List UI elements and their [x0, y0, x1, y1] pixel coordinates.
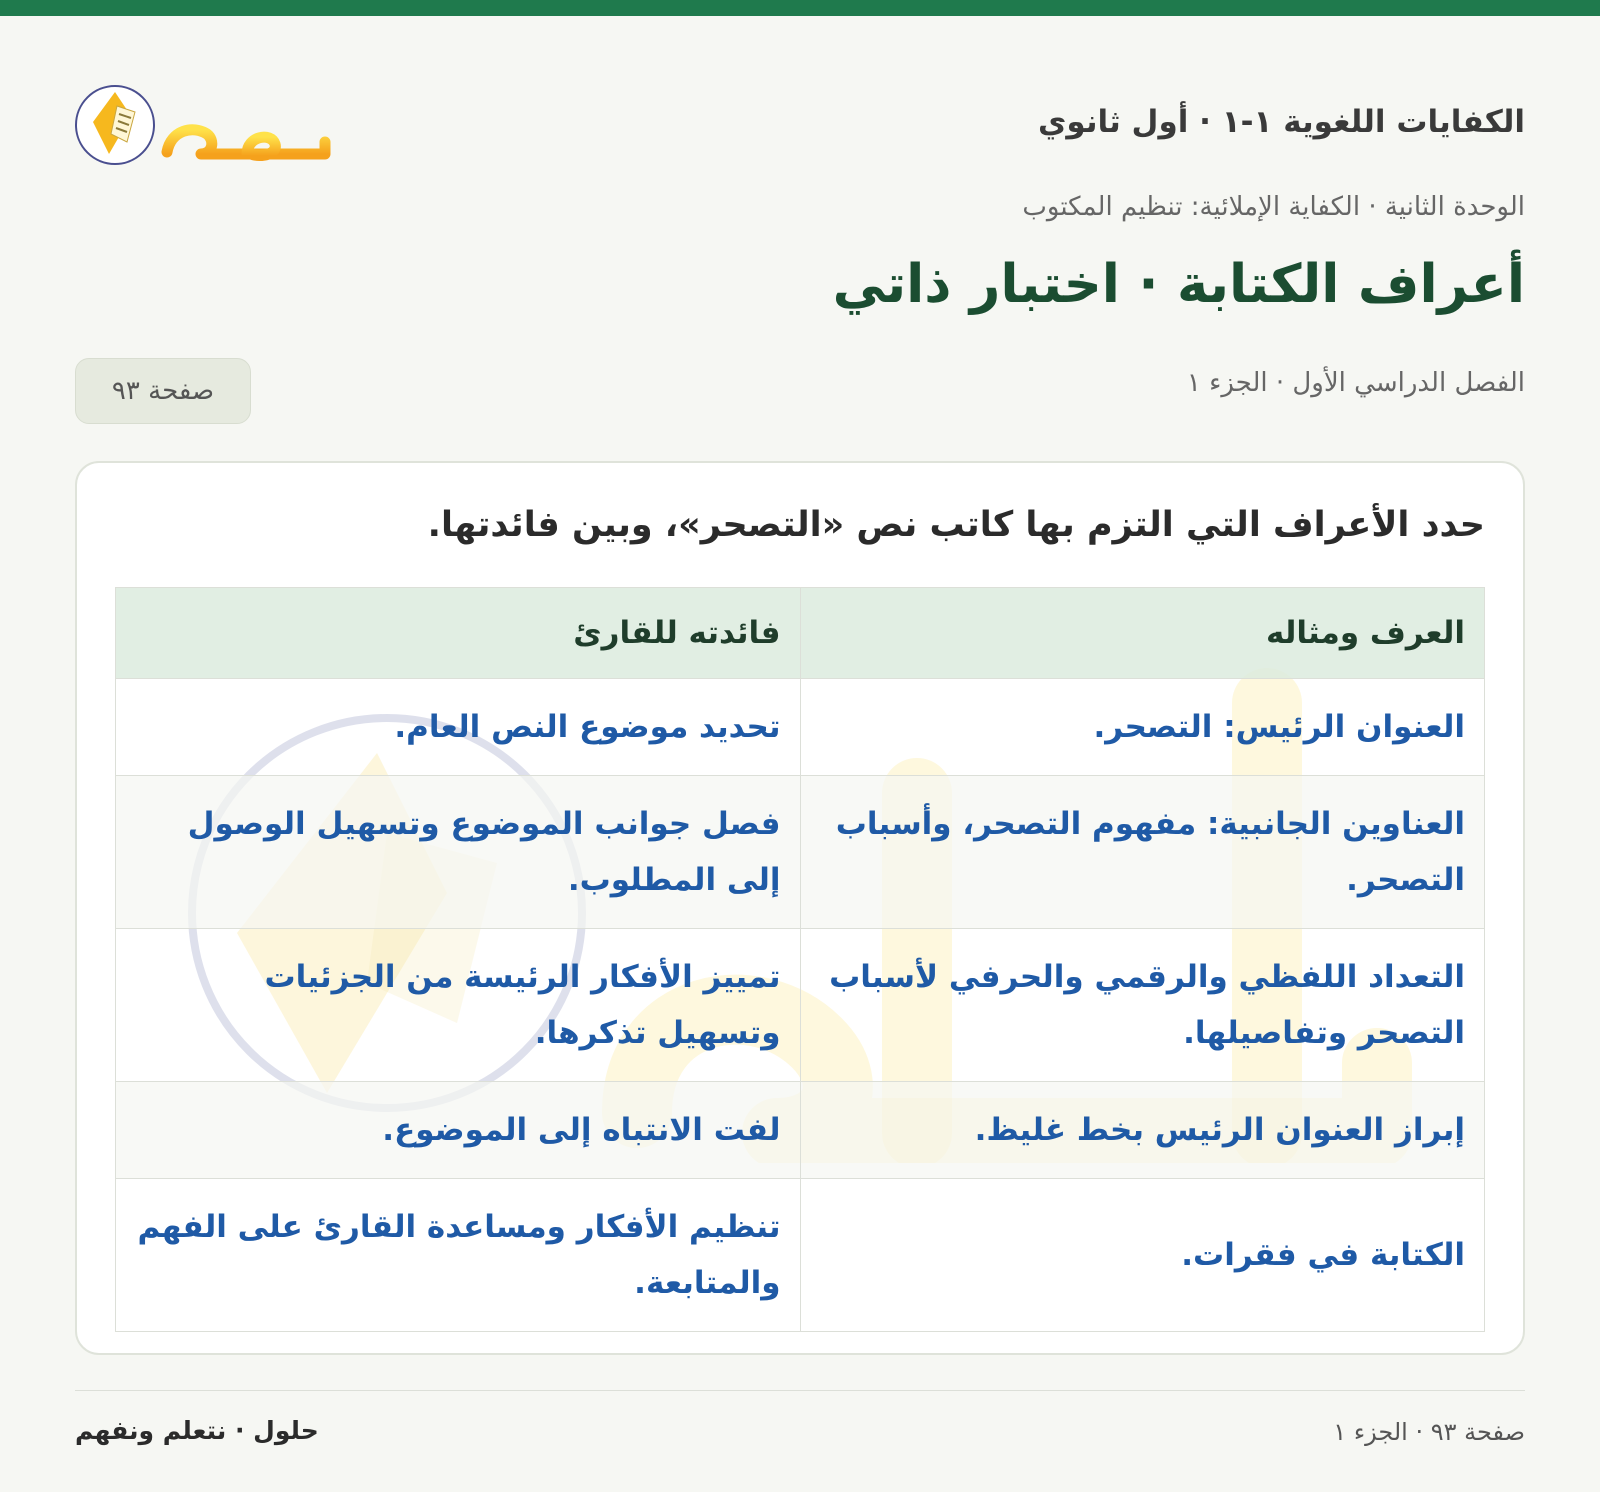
book-title: الكفايات اللغوية ١-١ · أول ثانوي [1038, 104, 1525, 140]
benefit-cell: لفت الانتباه إلى الموضوع. [116, 1082, 801, 1179]
table-header-row [116, 588, 1485, 679]
benefit-cell: تحديد موضوع النص العام. [116, 679, 801, 776]
benefit-cell: تمييز الأفكار الرئيسة من الجزئيات وتسهيل تذكرها. [116, 929, 801, 1082]
top-accent-bar [0, 0, 1600, 16]
footer-tagline: حلول · نتعلم ونفهم [75, 1416, 319, 1445]
answers-table [115, 587, 1485, 1332]
convention-cell: العناوين الجانبية: مفهوم التصحر، وأسباب التصحر. [800, 776, 1485, 929]
logo-graphic [75, 70, 335, 170]
table-row [116, 1179, 1485, 1332]
page-header [75, 56, 1525, 166]
convention-cell: الكتابة في فقرات. [800, 1179, 1485, 1332]
column-header-benefit: فائدته للقارئ [116, 588, 801, 679]
exercise-card [75, 461, 1525, 1355]
page [75, 16, 1525, 1492]
benefit-cell: فصل جوانب الموضوع وتسهيل الوصول إلى المطلوب. [116, 776, 801, 929]
convention-cell: التعداد اللفظي والرقمي والحرفي لأسباب التصحر وتفاصيلها. [800, 929, 1485, 1082]
footer-divider [75, 1390, 1525, 1391]
question-prompt: حدد الأعراف التي التزم بها كاتب نص «التصحر»، وبين فائدتها. [427, 505, 1485, 545]
footer-page-info: صفحة ٩٣ · الجزء ١ [1333, 1418, 1525, 1446]
table-row [116, 929, 1485, 1082]
benefit-cell: تنظيم الأفكار ومساعدة القارئ على الفهم والمتابعة. [116, 1179, 801, 1332]
lesson-title: أعراف الكتابة · اختبار ذاتي [832, 254, 1525, 315]
convention-cell: إبراز العنوان الرئيس بخط غليظ. [800, 1082, 1485, 1179]
unit-breadcrumb: الوحدة الثانية · الكفاية الإملائية: تنظيم المكتوب [1022, 192, 1525, 222]
term-info: الفصل الدراسي الأول · الجزء ١ [1186, 368, 1525, 398]
table-row [116, 776, 1485, 929]
table-row [116, 679, 1485, 776]
table-row [116, 1082, 1485, 1179]
convention-cell: العنوان الرئيس: التصحر. [800, 679, 1485, 776]
hulul-logo[interactable] [75, 70, 335, 170]
column-header-convention: العرف ومثاله [800, 588, 1485, 679]
page-number-badge: صفحة ٩٣ [75, 358, 251, 424]
